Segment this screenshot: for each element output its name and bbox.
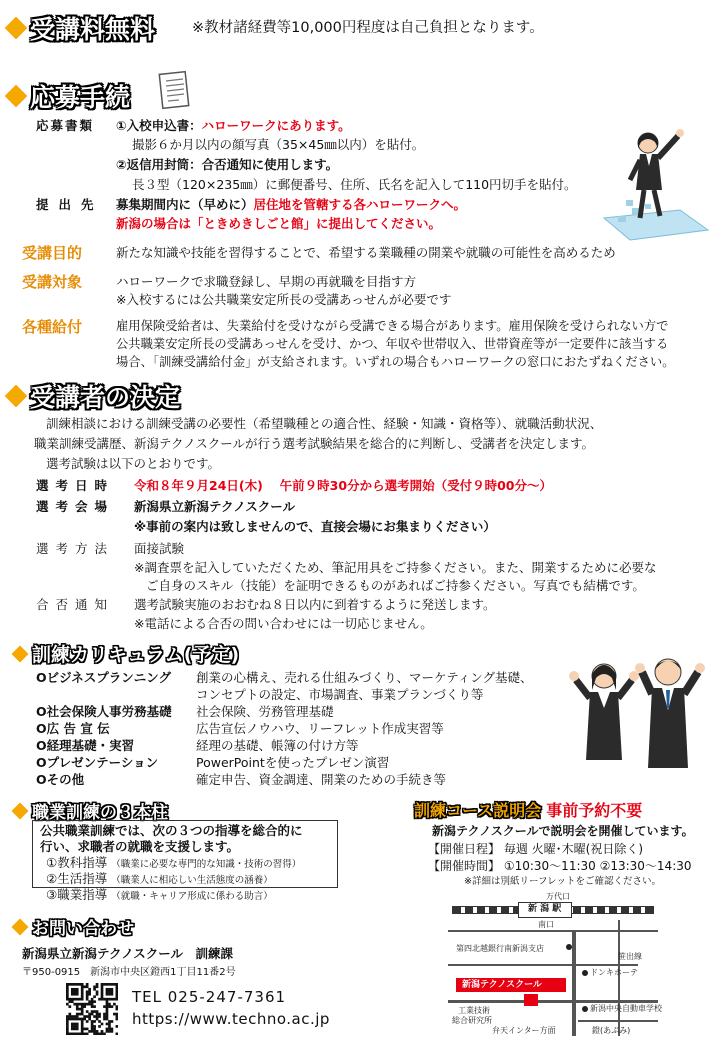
- pillar-sub: （職業に必要な専門的な知識・技術の習得）: [111, 859, 302, 870]
- curriculum-item-desc: PowerPointを使ったプレゼン演習: [196, 755, 390, 770]
- curriculum-item-name: O経理基礎・実習: [36, 738, 135, 753]
- station-label: 新 潟 駅: [528, 904, 562, 914]
- donki-label: ドンキホーテ: [590, 968, 638, 977]
- briefing-heading-orange: 訓練コース説明会: [414, 801, 542, 820]
- diamond-bullet-icon: [5, 385, 28, 408]
- pillar-item: [46, 887, 273, 905]
- curriculum-item-name: Oビジネスプランニング: [36, 670, 172, 685]
- contact-tel[interactable]: TEL 025-247-7361: [132, 988, 287, 1006]
- institute-label2: 総合研究所: [452, 1016, 492, 1025]
- pillar-main: ③職業指導: [46, 887, 108, 902]
- pillar-sub: （職業人に相応しい生活態度の涵養）: [111, 875, 273, 886]
- briefing-schedule: [428, 841, 643, 857]
- doc1-title: [116, 118, 351, 134]
- curriculum-section-heading: [10, 640, 239, 667]
- benefit-text1: 雇用保険受給者は、失業給付を受けながら受講できる場合があります。雇用保険を受けられない方で: [116, 319, 669, 333]
- curriculum-item-desc: コンセプトの設定、市場調査、事業プランづくり等: [196, 687, 484, 702]
- document-icon: [157, 70, 191, 110]
- target-label: 受講対象: [22, 273, 83, 291]
- method-label: 選考方法: [36, 541, 115, 556]
- curriculum-item-desc: 広告宣伝ノウハウ、リーフレット作成実習等: [196, 721, 444, 736]
- diamond-bullet-icon: [12, 802, 29, 819]
- submit-red1: 居住地を管轄する各ハローワークへ。: [253, 197, 467, 212]
- decision-p3: 選考試験は以下のとおりです。: [46, 456, 221, 471]
- qr-code-icon[interactable]: [66, 983, 118, 1035]
- contact-address: 〒950-0915 新潟市中央区鐙西1丁目11番2号: [22, 967, 236, 978]
- driving-school-marker-icon: [582, 1006, 588, 1012]
- fee-note: ※教材諸経費等10,000円程度は自己負担となります。: [192, 20, 544, 36]
- fee-heading: 受講料無料: [30, 15, 156, 44]
- decision-p1: 訓練相談における訓練受講の必要性（希望職種との適合性、経験・知識・資格等）、就職活動状況、: [46, 416, 603, 431]
- date-label: 選考日時: [36, 478, 115, 493]
- benefit-label: 各種給付: [22, 318, 83, 336]
- submit-line1: [116, 197, 466, 213]
- fee-section-heading: [4, 10, 155, 46]
- curriculum-item-desc: 社会保険、労務管理基礎: [196, 704, 334, 719]
- time-label: 【開催時間】: [428, 859, 501, 873]
- curriculum-item-name: Oプレゼンテーション: [36, 755, 159, 770]
- benefit-text3: 場合、「訓練受講給付金」が支給されます。いずれの場合もハローワークの窓口におたずねください。: [116, 355, 675, 369]
- manshiro-label: 万代口: [546, 892, 570, 901]
- diamond-bullet-icon: [5, 85, 28, 108]
- contact-section-heading: [10, 914, 134, 939]
- curriculum-item-name: Oその他: [36, 772, 85, 787]
- donki-marker-icon: [582, 970, 588, 976]
- pillars-intro1: 公共職業訓練では、次の３つの指導を総合的に: [40, 823, 303, 838]
- apply-section-heading: [4, 78, 130, 114]
- submit-line2: 新潟の場合は「ときめきしごと館」に提出してください。: [116, 216, 442, 231]
- time-value: ①10:30～11:30 ②13:30～14:30: [503, 859, 692, 873]
- method-note1: ※調査票を記入していただくため、筆記用具をご持参ください。また、開業するために必要な: [134, 560, 657, 575]
- venue-note: ※事前の案内は致しませんので、直接会場にお集まりください）: [134, 519, 496, 534]
- doc1-title-text: ①入校申込書：: [116, 118, 202, 133]
- curriculum-item-desc: 経理の基礎、帳簿の付け方等: [196, 738, 359, 753]
- date-value: 令和８年９月24日(木) 午前９時30分から選考開始（受付９時00分～）: [134, 478, 552, 493]
- pillar-main: ②生活指導: [46, 871, 108, 886]
- result-value: 選考試験実施のおおむね８日以内に到着するように発送します。: [134, 597, 496, 612]
- target-text2: ※入校するには公共職業安定所長の受講あっせんが必要です: [116, 292, 452, 307]
- benefit-text2: 公共職業安定所長の受講あっせんを受け、かつ、年収や世帯収入、世帯資産等が一定要件に該当する: [116, 337, 669, 351]
- docs-label: 応募書類: [36, 118, 95, 133]
- result-note: ※電話による合否の問い合わせには一切応じません。: [134, 616, 433, 631]
- briefing-line1: 新潟テクノスクールで説明会を開催しています。: [432, 824, 694, 838]
- schedule-value: 毎週 火曜･木曜(祝日除く): [503, 842, 644, 856]
- decision-section-heading: [4, 378, 180, 414]
- curriculum-item-name: O社会保険人事労務基礎: [36, 704, 172, 719]
- businesswoman-illustration: [600, 118, 710, 243]
- abumi-label: 鐙(あぶみ): [592, 1026, 631, 1035]
- road: [448, 930, 658, 932]
- sasaide-label: 笹出線: [618, 952, 642, 961]
- school-marker-icon: [524, 994, 538, 1006]
- decision-p2: 職業訓練受講歴、新潟テクノスクールが行う選考試験結果を総合的に判断し、受講者を決定します。: [34, 436, 595, 451]
- diamond-bullet-icon: [5, 17, 28, 40]
- diamond-bullet-icon: [12, 918, 29, 935]
- target-text1: ハローワークで求職登録し、早期の再就職を目指す方: [116, 274, 417, 289]
- road: [448, 964, 638, 966]
- bank-marker-icon: [566, 944, 572, 950]
- curriculum-heading: 訓練カリキュラム(予定): [32, 644, 240, 666]
- doc1-note: 撮影６か月以内の顔写真（35×45㎜以内）を貼付。: [132, 137, 425, 152]
- method-note2: ご自身のスキル（技能）を証明できるものがあればご持参ください。写真でも結構です。: [146, 578, 645, 593]
- bentenic-label: 弁天インター方面: [492, 1026, 556, 1035]
- curriculum-item-desc: 確定申告、資金調達、開業のための手続き等: [196, 772, 447, 787]
- briefing-heading-red: 事前予約不要: [546, 801, 643, 820]
- venue-label: 選考会場: [36, 499, 115, 514]
- submit-label: 提出先: [36, 197, 104, 212]
- pillar-sub: （就職・キャリア形成に係わる助言）: [111, 891, 273, 902]
- briefing-heading: [414, 798, 642, 821]
- road: [448, 1000, 658, 1003]
- schedule-label: 【開催日程】: [428, 842, 501, 856]
- bank-label: 第四北越銀行南新潟支店: [456, 944, 544, 953]
- briefing-note: ※詳細は別紙リーフレットをご確認ください。: [464, 876, 662, 887]
- pillar-main: ①教科指導: [46, 855, 108, 870]
- business-people-illustration: [568, 650, 708, 775]
- road: [618, 920, 620, 1036]
- venue-value: 新潟県立新潟テクノスクール: [134, 499, 296, 514]
- pillars-heading: 職業訓練の３本柱: [32, 803, 168, 823]
- access-map: [448, 890, 716, 1036]
- curriculum-item-desc: 創業の心構え、売れる仕組みづくり、マーケティング基礎、: [196, 670, 533, 685]
- submit-period: 募集期間内に（早めに）: [116, 197, 254, 212]
- curriculum-item-name: O広 告 宣 伝: [36, 721, 110, 736]
- doc1-red-text: ハローワークにあります。: [201, 118, 351, 133]
- doc2-note: 長３型（120×235㎜）に郵便番号、住所、氏名を記入して110円切手を貼付。: [132, 177, 577, 192]
- contact-heading: お問い合わせ: [32, 919, 134, 939]
- road: [572, 930, 576, 1036]
- decision-heading: 受講者の決定: [30, 383, 181, 412]
- diamond-bullet-icon: [12, 645, 29, 662]
- doc2-title: ②返信用封筒：合否通知に使用します。: [116, 157, 339, 172]
- driving-school-label: 新潟中央自動車学校: [590, 1004, 662, 1013]
- contact-org: 新潟県立新潟テクノスクール 訓練課: [22, 946, 234, 961]
- purpose-label: 受講目的: [22, 244, 83, 262]
- briefing-time: [428, 858, 692, 874]
- pillars-intro2: 行い、求職者の就職を支援します。: [40, 839, 240, 854]
- institute-label1: 工業技術: [458, 1006, 490, 1015]
- contact-url[interactable]: https://www.techno.ac.jp: [132, 1010, 330, 1028]
- purpose-text: 新たな知識や技能を習得することで、希望する業職種の開業や就職の可能性を高めるため: [116, 245, 616, 260]
- method-value: 面接試験: [134, 541, 185, 556]
- nanguchi-label: 南口: [538, 920, 554, 929]
- result-label: 合否通知: [36, 597, 115, 612]
- apply-heading: 応募手続: [30, 83, 131, 112]
- school-label: 新潟テクノスクール: [462, 980, 542, 990]
